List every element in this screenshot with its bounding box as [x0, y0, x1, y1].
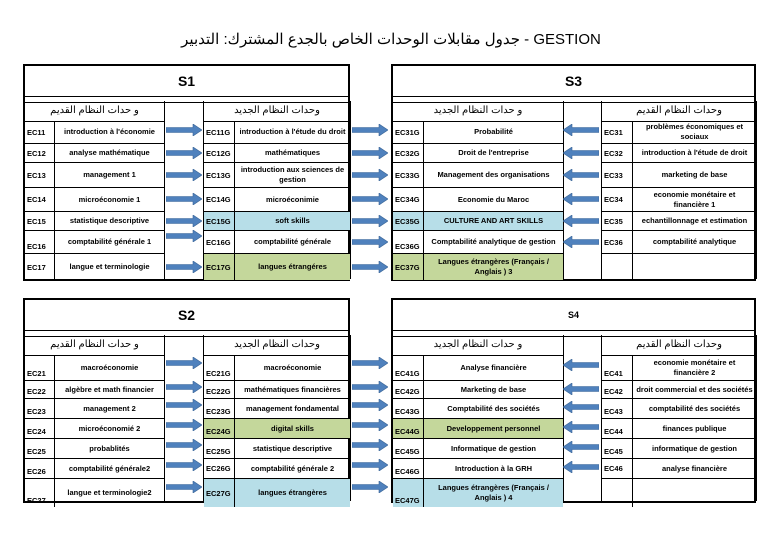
unit-code: EC46G	[393, 459, 424, 478]
unit-code: EC12	[25, 144, 55, 162]
table-row	[204, 479, 350, 507]
unit-name: algèbre et math financier	[65, 384, 154, 394]
old-units-table	[24, 101, 165, 279]
unit-name: digital skills	[271, 423, 314, 433]
table-row	[204, 399, 350, 419]
unit-code: EC16	[25, 231, 55, 253]
unit-code: EC46	[602, 459, 633, 478]
unit-name: economie monétaire et financière 1	[653, 189, 736, 209]
unit-name: Comptabilité des sociétés	[447, 403, 540, 413]
unit-name: management 1	[83, 170, 136, 179]
unit-name: Probabilité	[474, 127, 513, 136]
unit-name: microéconomie 1	[78, 194, 141, 204]
table-row	[25, 231, 164, 254]
arrow-right-icon	[166, 439, 202, 451]
table-row	[393, 399, 563, 419]
unit-code: EC12G	[204, 144, 235, 162]
table-row	[393, 163, 563, 188]
unit-name: Marketing de base	[460, 384, 527, 394]
unit-name: Comptabilité analytique de gestion	[431, 237, 556, 246]
table-row	[393, 254, 563, 280]
unit-code: EC43G	[393, 399, 424, 418]
unit-name: Langues étrangères (Français / Anglais ) 4	[438, 483, 549, 502]
table-row	[204, 419, 350, 439]
table-row	[204, 212, 350, 231]
old-units-header: و حدات النظام القديم	[25, 335, 164, 356]
unit-code: EC41	[602, 355, 633, 380]
arrow-left-icon	[563, 441, 599, 453]
unit-code: EC42	[602, 381, 633, 398]
arrow-left-icon	[563, 193, 599, 205]
unit-name: Economie du Maroc	[457, 194, 530, 204]
table-row	[602, 231, 756, 254]
unit-name: introduction à l'étude de droit	[641, 148, 748, 157]
table-row	[25, 381, 164, 399]
arrow-right-icon	[166, 147, 202, 159]
arrow-right-icon	[166, 481, 202, 493]
table-row	[204, 381, 350, 399]
unit-name: macroéconomie	[80, 362, 139, 372]
table-row	[25, 188, 164, 212]
arrow-right-icon	[166, 399, 202, 411]
arrow-right-icon	[352, 459, 388, 471]
arrow-right-icon	[166, 124, 202, 136]
arrow-left-icon	[563, 401, 599, 413]
table-row	[602, 212, 756, 231]
unit-name: Introduction à la GRH	[454, 463, 533, 473]
arrow-right-icon	[166, 169, 202, 181]
unit-code: EC11	[25, 121, 55, 143]
arrow-right-icon	[166, 459, 202, 471]
unit-name: analyse financière	[661, 463, 728, 473]
table-row	[204, 144, 350, 163]
unit-code: EC32G	[393, 144, 424, 162]
arrow-left-icon	[563, 236, 599, 248]
unit-code: EC27	[25, 479, 55, 507]
unit-code: EC24G	[204, 419, 235, 438]
unit-name: Langues étrangères (Français / Anglais ) 3	[438, 257, 549, 276]
unit-name: mathématiques financières	[244, 384, 341, 394]
unit-name: microéconomié 2	[78, 423, 141, 433]
unit-code: EC25	[25, 439, 55, 458]
table-row	[602, 254, 756, 280]
arrow-right-icon	[352, 439, 388, 451]
table-row	[25, 479, 164, 507]
unit-name	[633, 479, 756, 507]
unit-code: EC34	[602, 188, 633, 211]
old-units-table	[601, 101, 757, 279]
unit-name: CULTURE AND ART SKILLS	[443, 216, 544, 225]
unit-name: droit commercial et des sociétés	[636, 384, 753, 394]
arrow-right-icon	[166, 357, 202, 369]
arrow-left-icon	[563, 383, 599, 395]
semester-title: S1	[25, 66, 348, 97]
unit-name: probablités	[89, 443, 130, 453]
unit-name: macroéconomie	[263, 362, 322, 372]
unit-name: comptabilité générale	[253, 237, 332, 246]
unit-name: microéconimie	[266, 194, 319, 204]
new-units-table	[392, 101, 564, 279]
table-row	[25, 459, 164, 479]
unit-code: EC33	[602, 163, 633, 187]
unit-code: EC24	[25, 419, 55, 438]
unit-code: EC14	[25, 188, 55, 211]
unit-code: EC37G	[393, 254, 424, 280]
table-row	[204, 254, 350, 280]
unit-name: langue et terminologie2	[67, 488, 152, 497]
unit-code: EC14G	[204, 188, 235, 211]
table-row	[25, 355, 164, 381]
table-row	[393, 121, 563, 144]
table-row	[602, 188, 756, 212]
unit-code: EC45	[602, 439, 633, 458]
table-row	[602, 121, 756, 144]
arrow-left-icon	[563, 124, 599, 136]
unit-code: EC17	[25, 254, 55, 280]
table-row	[393, 419, 563, 439]
unit-name: analyse mathématique	[69, 148, 150, 157]
semester-title: S4	[393, 300, 754, 331]
arrow-right-icon	[352, 193, 388, 205]
table-row	[393, 459, 563, 479]
unit-code: EC35	[602, 212, 633, 230]
arrow-right-icon	[166, 193, 202, 205]
table-row	[25, 144, 164, 163]
table-row	[25, 439, 164, 459]
new-units-table	[392, 335, 564, 505]
new-units-header: وحدات النظام الجديد	[204, 335, 350, 356]
unit-name: langues étrangéres	[258, 262, 327, 271]
unit-name: introduction à l'étude du droit	[239, 127, 346, 136]
semester-title: S2	[25, 300, 348, 331]
unit-code: EC36G	[393, 231, 424, 253]
unit-name: problèmes économiques et sociaux	[645, 122, 744, 141]
unit-code: EC26G	[204, 459, 235, 478]
old-units-header: و حدات النظام القديم	[25, 101, 164, 122]
unit-code: EC22	[25, 381, 55, 398]
old-units-header: وحدات النظام القديم	[602, 101, 756, 122]
arrow-left-icon	[563, 421, 599, 433]
unit-code: EC25G	[204, 439, 235, 458]
arrow-right-icon	[166, 215, 202, 227]
new-units-header: و حدات النظام الجديد	[393, 101, 563, 122]
unit-code: EC35G	[393, 212, 424, 230]
arrow-right-icon	[166, 261, 202, 273]
arrow-right-icon	[166, 381, 202, 393]
unit-name: comptabilité générale2	[68, 463, 151, 473]
table-row	[204, 188, 350, 212]
old-units-table	[24, 335, 165, 505]
unit-name: Informatique de gestion	[450, 443, 536, 453]
arrow-right-icon	[352, 169, 388, 181]
table-row	[602, 419, 756, 439]
table-row	[602, 381, 756, 399]
arrow-right-icon	[352, 381, 388, 393]
unit-name: economie monétaire et financière 2	[653, 357, 736, 377]
old-units-table	[601, 335, 757, 501]
table-row	[602, 479, 756, 507]
table-row	[602, 399, 756, 419]
arrow-left-icon	[563, 147, 599, 159]
unit-code: EC23G	[204, 399, 235, 418]
unit-code: EC36	[602, 231, 633, 253]
table-row	[393, 212, 563, 231]
unit-name: management 2	[83, 403, 136, 413]
arrow-left-icon	[563, 215, 599, 227]
table-row	[602, 163, 756, 188]
unit-code: EC42G	[393, 381, 424, 398]
arrow-left-icon	[563, 461, 599, 473]
unit-code: EC15G	[204, 212, 235, 230]
unit-code: EC47G	[393, 479, 424, 507]
unit-name: statistique descriptive	[69, 216, 150, 225]
unit-name: management fondamental	[246, 403, 339, 413]
unit-code: EC13G	[204, 163, 235, 187]
unit-name: langues étrangères	[258, 488, 327, 497]
arrow-right-icon	[166, 419, 202, 431]
arrow-right-icon	[352, 481, 388, 493]
arrow-right-icon	[352, 215, 388, 227]
table-row	[204, 231, 350, 254]
new-units-header: وحدات النظام الجديد	[204, 101, 350, 122]
unit-code: EC21G	[204, 355, 235, 380]
arrow-right-icon	[352, 147, 388, 159]
unit-name: Developpement personnel	[446, 423, 541, 433]
unit-code: EC13	[25, 163, 55, 187]
unit-code: EC32	[602, 144, 633, 162]
table-row	[204, 439, 350, 459]
unit-name: introduction aux sciences de gestion	[240, 165, 345, 184]
unit-code: EC41G	[393, 355, 424, 380]
table-row	[602, 355, 756, 381]
unit-code	[602, 254, 633, 280]
table-row	[25, 419, 164, 439]
table-row	[25, 254, 164, 280]
unit-code: EC44G	[393, 419, 424, 438]
arrow-left-icon	[563, 169, 599, 181]
unit-code: EC15	[25, 212, 55, 230]
table-row	[204, 121, 350, 144]
table-row	[25, 163, 164, 188]
unit-name: comptabilité générale 1	[67, 237, 152, 246]
table-row	[393, 355, 563, 381]
unit-name: comptabilité analytique	[652, 237, 737, 246]
unit-name: comptabilité des sociétés	[648, 403, 741, 413]
unit-code: EC17G	[204, 254, 235, 280]
table-row	[25, 399, 164, 419]
table-row	[602, 439, 756, 459]
unit-name: Analyse financière	[460, 362, 527, 372]
unit-code	[602, 479, 633, 507]
unit-code: EC26	[25, 459, 55, 478]
unit-code: EC11G	[204, 121, 235, 143]
unit-name: Droit de l'entreprise	[458, 148, 529, 157]
semester-title: S3	[393, 66, 754, 97]
unit-name: mathématiques	[264, 148, 321, 157]
table-row	[25, 121, 164, 144]
unit-name: echantillonnage et estimation	[641, 216, 748, 225]
table-row	[204, 459, 350, 479]
unit-name: introduction à l'économie	[64, 127, 155, 136]
unit-name: marketing de base	[661, 170, 728, 179]
table-row	[393, 381, 563, 399]
unit-code: EC22G	[204, 381, 235, 398]
arrow-right-icon	[352, 236, 388, 248]
new-units-table	[203, 335, 351, 501]
unit-code: EC16G	[204, 231, 235, 253]
arrow-right-icon	[352, 124, 388, 136]
unit-name: langue et terminologie	[69, 262, 150, 271]
unit-code: EC21	[25, 355, 55, 380]
unit-name: informatique de gestion	[651, 443, 737, 453]
table-row	[204, 163, 350, 188]
table-row	[393, 439, 563, 459]
page-title: جدول مقابلات الوحدات الخاص بالجدع المشترك: التدبير - GESTION	[181, 31, 601, 48]
unit-code: EC31G	[393, 121, 424, 143]
table-row	[602, 459, 756, 479]
new-units-table	[203, 101, 351, 279]
table-row	[393, 479, 563, 507]
unit-code: EC44	[602, 419, 633, 438]
unit-code: EC27G	[204, 479, 235, 507]
unit-code: EC23	[25, 399, 55, 418]
unit-code: EC34G	[393, 188, 424, 211]
table-row	[602, 144, 756, 163]
unit-code: EC45G	[393, 439, 424, 458]
table-row	[25, 212, 164, 231]
arrow-right-icon	[352, 357, 388, 369]
table-row	[393, 231, 563, 254]
arrow-right-icon	[166, 230, 202, 242]
unit-name: finances publique	[662, 423, 727, 433]
new-units-header: و حدات النظام الجديد	[393, 335, 563, 356]
table-row	[204, 355, 350, 381]
unit-name: comptabilité générale 2	[250, 463, 335, 473]
arrow-right-icon	[352, 399, 388, 411]
unit-name	[633, 254, 756, 280]
unit-name: Management des organisations	[437, 170, 550, 179]
unit-code: EC33G	[393, 163, 424, 187]
unit-name: statistique descriptive	[252, 443, 333, 453]
arrow-right-icon	[352, 419, 388, 431]
unit-name: soft skills	[275, 216, 310, 225]
arrow-left-icon	[563, 359, 599, 371]
unit-code: EC31	[602, 121, 633, 143]
table-row	[393, 144, 563, 163]
unit-code: EC43	[602, 399, 633, 418]
old-units-header: وحدات النظام القديم	[602, 335, 756, 356]
arrow-right-icon	[352, 261, 388, 273]
table-row	[393, 188, 563, 212]
